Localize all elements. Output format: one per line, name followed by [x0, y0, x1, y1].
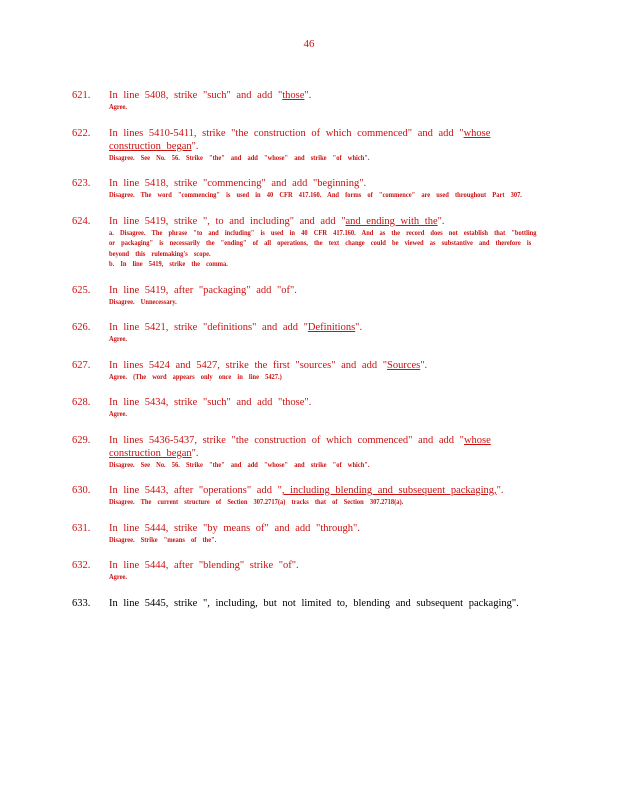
comment-item [72, 89, 542, 113]
comment-instruction [109, 215, 542, 228]
instruction-text: ". [355, 322, 363, 333]
comment-number: 633. [72, 597, 91, 609]
comment-instruction [109, 359, 542, 372]
comment-item [72, 484, 542, 508]
comment-number: 630. [72, 485, 91, 496]
comment-number: 632. [72, 560, 91, 571]
instruction-text: ". [304, 90, 312, 101]
comment-item [72, 597, 542, 610]
response-text: Agree. [109, 410, 128, 418]
comment-number: 621. [72, 90, 91, 101]
response-text: Disagree. See No. 56. Strike "the" and add "whose" and strike "of which". [109, 153, 370, 162]
proposed-text: , including blending and subsequent packaging, [281, 485, 497, 496]
response-text: a. Disagree. The phrase "to and including" is used in 40 CFR 417.160. And as the record does not establish that "bottling or packaging" is necessarily the "ending" of all operations, the text change could be viewed as substantive and therefore is beyond this rulemaking's scope. [109, 228, 537, 258]
response-text: Disagree. The current structure of Section 307.2717(a) tracks that of Section 307.2718(a). [109, 498, 404, 506]
comment-instruction [109, 284, 542, 297]
comment-instruction [109, 434, 542, 460]
instruction-text: In line 5418, strike "commencing" and add "beginning". [109, 178, 367, 189]
comment-instruction [109, 177, 542, 190]
instruction-text: In line 5445, strike ", including, but not limited to, blending and subsequent packaging". [109, 597, 519, 609]
comment-list [72, 89, 542, 624]
proposed-text: and ending with the [345, 215, 438, 227]
response-text: Agree. (The word appears only once in line 5427.) [109, 372, 282, 381]
instruction-text: ". [191, 447, 199, 459]
comment-item [72, 177, 542, 201]
instruction-text: ". [420, 359, 428, 371]
comment-item [72, 522, 542, 546]
proposed-text: whose construction began [109, 127, 491, 152]
response-text: Disagree. Unnecessary. [109, 297, 177, 306]
proposed-text: Sources [386, 359, 421, 371]
comment-instruction [109, 559, 542, 572]
comment-number: 631. [72, 522, 91, 534]
comment-number: 624. [72, 215, 91, 227]
comment-number: 623. [72, 178, 91, 189]
instruction-text: In lines 5424 and 5427, strike the first "sources" and add " [109, 359, 387, 371]
instruction-text: ". [496, 485, 504, 496]
response-text: b. In line 5419, strike the comma. [109, 260, 228, 268]
instruction-text: In line 5419, strike ", to and including" and add " [109, 215, 346, 227]
comment-instruction [109, 89, 542, 102]
comment-instruction [109, 127, 542, 153]
comment-number: 625. [72, 284, 91, 296]
instruction-text: ". [437, 215, 445, 227]
page-number: 46 [303, 38, 315, 50]
comment-item [72, 434, 542, 471]
comment-item [72, 396, 542, 420]
comment-item [72, 284, 542, 308]
response-text: Agree. [109, 573, 128, 581]
proposed-text: whose construction began [109, 434, 491, 459]
response-text: Agree. [109, 103, 128, 111]
response-text: Agree. [109, 335, 128, 343]
comment-item [72, 215, 542, 270]
comment-instruction [109, 321, 542, 334]
proposed-text: Definitions [307, 322, 356, 333]
comment-item [72, 321, 542, 345]
comment-instruction [109, 522, 542, 535]
comment-instruction [109, 396, 542, 409]
comment-number: 628. [72, 397, 91, 408]
response-text: Disagree. The word "commencing" is used in 40 CFR 417.160. And forms of "commence" are used throughout Part 307. [109, 191, 522, 199]
instruction-text: In line 5421, strike "definitions" and add " [109, 322, 308, 333]
instruction-text: In line 5434, strike "such" and add "those". [109, 397, 312, 408]
comment-number: 629. [72, 434, 91, 446]
instruction-text: In line 5444, strike "by means of" and add "through". [109, 522, 360, 534]
response-text: Disagree. Strike "means of the". [109, 535, 217, 544]
response-text: Disagree. See No. 56. Strike "the" and add "whose" and strike "of which". [109, 460, 370, 469]
instruction-text: In line 5408, strike "such" and add " [109, 90, 283, 101]
instruction-text: In lines 5436-5437, strike "the construction of which commenced" and add " [109, 434, 464, 446]
comment-item [72, 127, 542, 164]
comment-number: 622. [72, 127, 91, 139]
comment-instruction [109, 484, 542, 497]
instruction-text: ". [191, 140, 199, 152]
instruction-text: In line 5444, after "blending" strike "of". [109, 560, 299, 571]
instruction-text: In line 5443, after "operations" add " [109, 485, 282, 496]
instruction-text: In lines 5410-5411, strike "the construction of which commenced" and add " [109, 127, 464, 139]
instruction-text: In line 5419, after "packaging" add "of". [109, 284, 297, 296]
comment-number: 627. [72, 359, 91, 371]
comment-item [72, 559, 542, 583]
proposed-text: those [282, 90, 305, 101]
comment-instruction [109, 597, 542, 610]
comment-number: 626. [72, 322, 91, 333]
comment-item [72, 359, 542, 383]
